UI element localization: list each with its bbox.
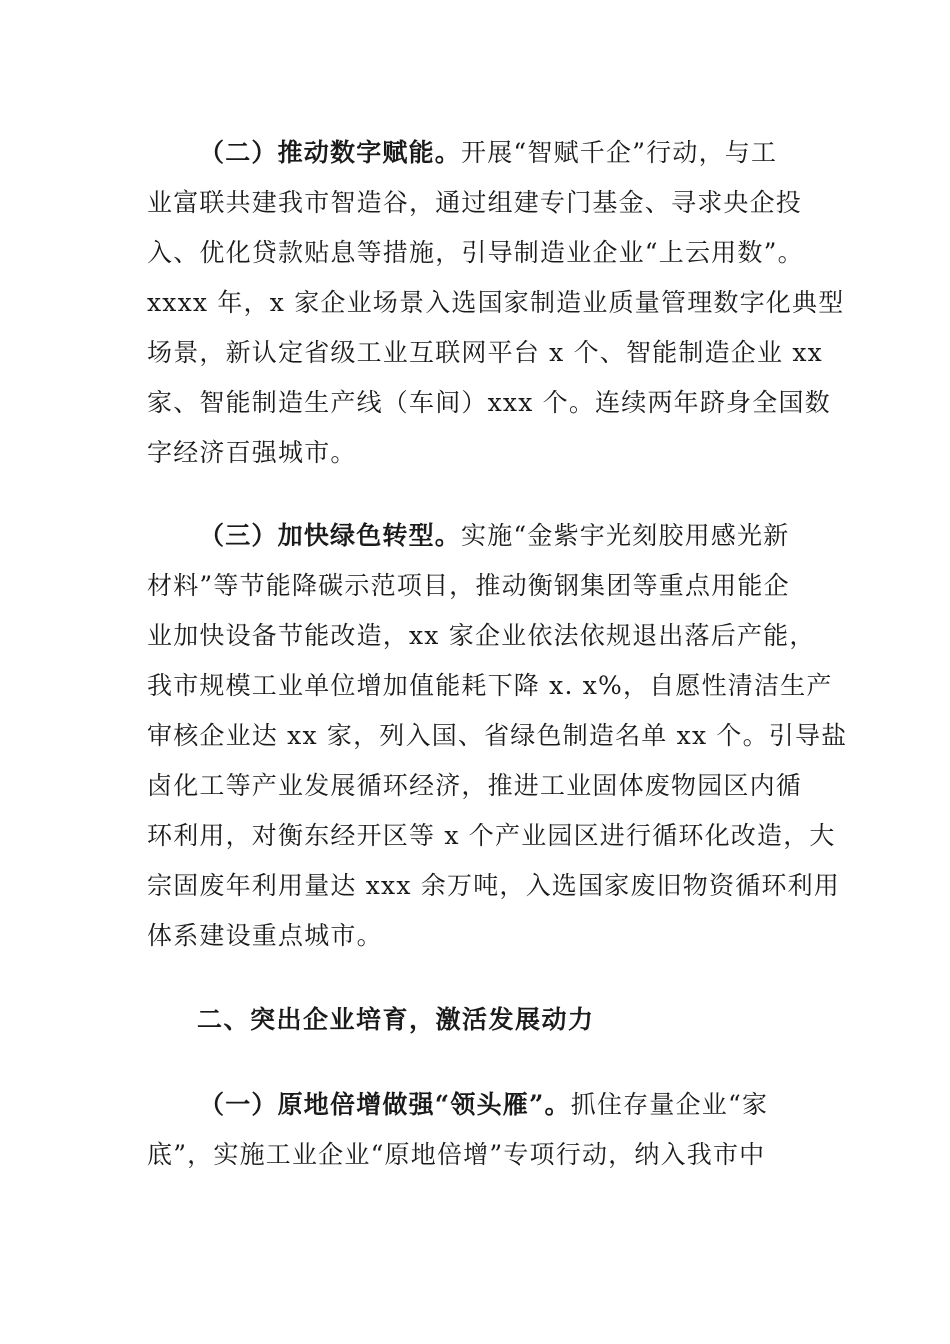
paragraph-text: 抓住存量企业“家 (570, 1090, 769, 1119)
paragraph-first-line (199, 138, 777, 168)
paragraph-line: 卤化工等产业发展循环经济，推进工业固体废物园区内循 (147, 771, 803, 800)
paragraph-line: 底”，实施工业企业“原地倍增”专项行动，纳入我市中 (147, 1140, 766, 1169)
paragraph-line: 家、智能制造生产线（车间）xxx 个。连续两年跻身全国数 (147, 388, 831, 417)
paragraph-first-line (199, 1090, 768, 1120)
paragraph-first-line (199, 521, 789, 551)
paragraph-line: 字经济百强城市。 (147, 438, 357, 467)
paragraph-line: 审核企业达 xx 家，列入国、省绿色制造名单 xx 个。引导盐 (147, 721, 848, 750)
paragraph-line: xxxx 年，x 家企业场景入选国家制造业质量管理数字化典型 (147, 288, 845, 317)
paragraph-line: 业富联共建我市智造谷，通过组建专门基金、寻求央企投 (147, 188, 803, 217)
paragraph-title: （一）原地倍增做强“领头雁”。 (199, 1090, 571, 1119)
paragraph-line: 入、优化贷款贴息等措施，引导制造业企业“上云用数”。 (147, 238, 804, 267)
paragraph-line: 材料”等节能降碳示范项目，推动衡钢集团等重点用能企 (147, 571, 790, 600)
paragraph-title: （二）推动数字赋能。 (199, 138, 462, 167)
paragraph-line: 体系建设重点城市。 (147, 921, 383, 950)
paragraph-text: 实施“金紫宇光刻胶用感光新 (461, 521, 790, 550)
paragraph-line: 场景，新认定省级工业互联网平台 x 个、智能制造企业 xx (147, 338, 823, 367)
paragraph-text: 开展“智赋千企”行动，与工 (461, 138, 778, 167)
section-heading: 二、突出企业培育，激活发展动力 (197, 1005, 595, 1034)
paragraph-line: 我市规模工业单位增加值能耗下降 x. x%，自愿性清洁生产 (147, 671, 833, 700)
paragraph-line: 环利用，对衡东经开区等 x 个产业园区进行循环化改造，大 (147, 821, 836, 850)
paragraph-line: 业加快设备节能改造，xx 家企业依法依规退出落后产能， (147, 621, 816, 650)
paragraph-line: 宗固废年利用量达 xxx 余万吨，入选国家废旧物资循环利用 (147, 871, 840, 900)
paragraph-title: （三）加快绿色转型。 (199, 521, 462, 550)
